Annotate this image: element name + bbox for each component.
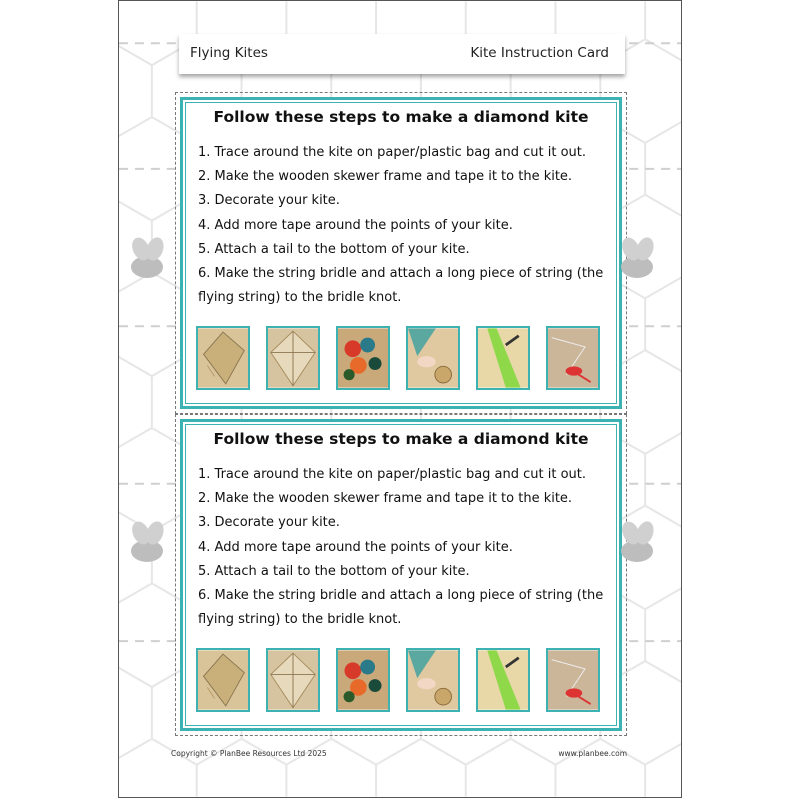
- step-item: 5. Attach a tail to the bottom of your kite.: [198, 563, 470, 579]
- instruction-card-cutout: [175, 414, 627, 736]
- header-topic: Flying Kites: [190, 45, 268, 61]
- traced-kite-photo: [196, 648, 250, 712]
- instruction-card: [180, 419, 622, 731]
- step-item: flying string) to the bridle knot.: [198, 290, 402, 306]
- tape-points-photo: [406, 648, 460, 712]
- step-item: 4. Add more tape around the points of your kite.: [198, 539, 513, 555]
- header-card-type: Kite Instruction Card: [470, 45, 609, 61]
- step-item: 2. Make the wooden skewer frame and tape it to the kite.: [198, 491, 573, 507]
- step-item: 6. Make the string bridle and attach a long piece of string (the: [198, 266, 604, 282]
- step-item: 3. Decorate your kite.: [198, 515, 340, 531]
- step-item: 5. Attach a tail to the bottom of your kite.: [198, 241, 470, 257]
- card-title: Follow these steps to make a diamond kite: [213, 108, 589, 126]
- bee-watermark-icon: [119, 521, 177, 567]
- photo-strip: [196, 326, 616, 394]
- instruction-card: [180, 97, 622, 409]
- copyright-text: Copyright © PlanBee Resources Ltd 2025: [171, 749, 327, 758]
- traced-kite-photo: [196, 326, 250, 390]
- website-text: www.planbee.com: [558, 749, 627, 758]
- instruction-card-cutout: [175, 92, 627, 414]
- photo-strip: [196, 648, 616, 716]
- kite-frame-photo: [266, 326, 320, 390]
- header-bar: [179, 34, 625, 74]
- bee-watermark-icon: [119, 237, 177, 283]
- decorated-kite-photo: [336, 326, 390, 390]
- step-item: 3. Decorate your kite.: [198, 193, 340, 209]
- step-list: [198, 141, 604, 310]
- bee-watermark-icon: [609, 237, 667, 283]
- worksheet-page: [118, 0, 682, 798]
- step-item: 4. Add more tape around the points of your kite.: [198, 217, 513, 233]
- bee-watermark-icon: [609, 521, 667, 567]
- kite-tail-photo: [476, 648, 530, 712]
- card-title: Follow these steps to make a diamond kite: [213, 430, 589, 448]
- kite-tail-photo: [476, 326, 530, 390]
- tape-points-photo: [406, 326, 460, 390]
- step-item: 1. Trace around the kite on paper/plastic bag and cut it out.: [198, 467, 587, 482]
- step-item: 6. Make the string bridle and attach a long piece of string (the: [198, 588, 604, 604]
- decorated-kite-photo: [336, 648, 390, 712]
- string-bridle-photo: [546, 326, 600, 390]
- step-list: [198, 463, 604, 632]
- step-item: 1. Trace around the kite on paper/plastic bag and cut it out.: [198, 145, 587, 160]
- step-item: 2. Make the wooden skewer frame and tape it to the kite.: [198, 169, 573, 185]
- step-item: flying string) to the bridle knot.: [198, 612, 402, 628]
- kite-frame-photo: [266, 648, 320, 712]
- string-bridle-photo: [546, 648, 600, 712]
